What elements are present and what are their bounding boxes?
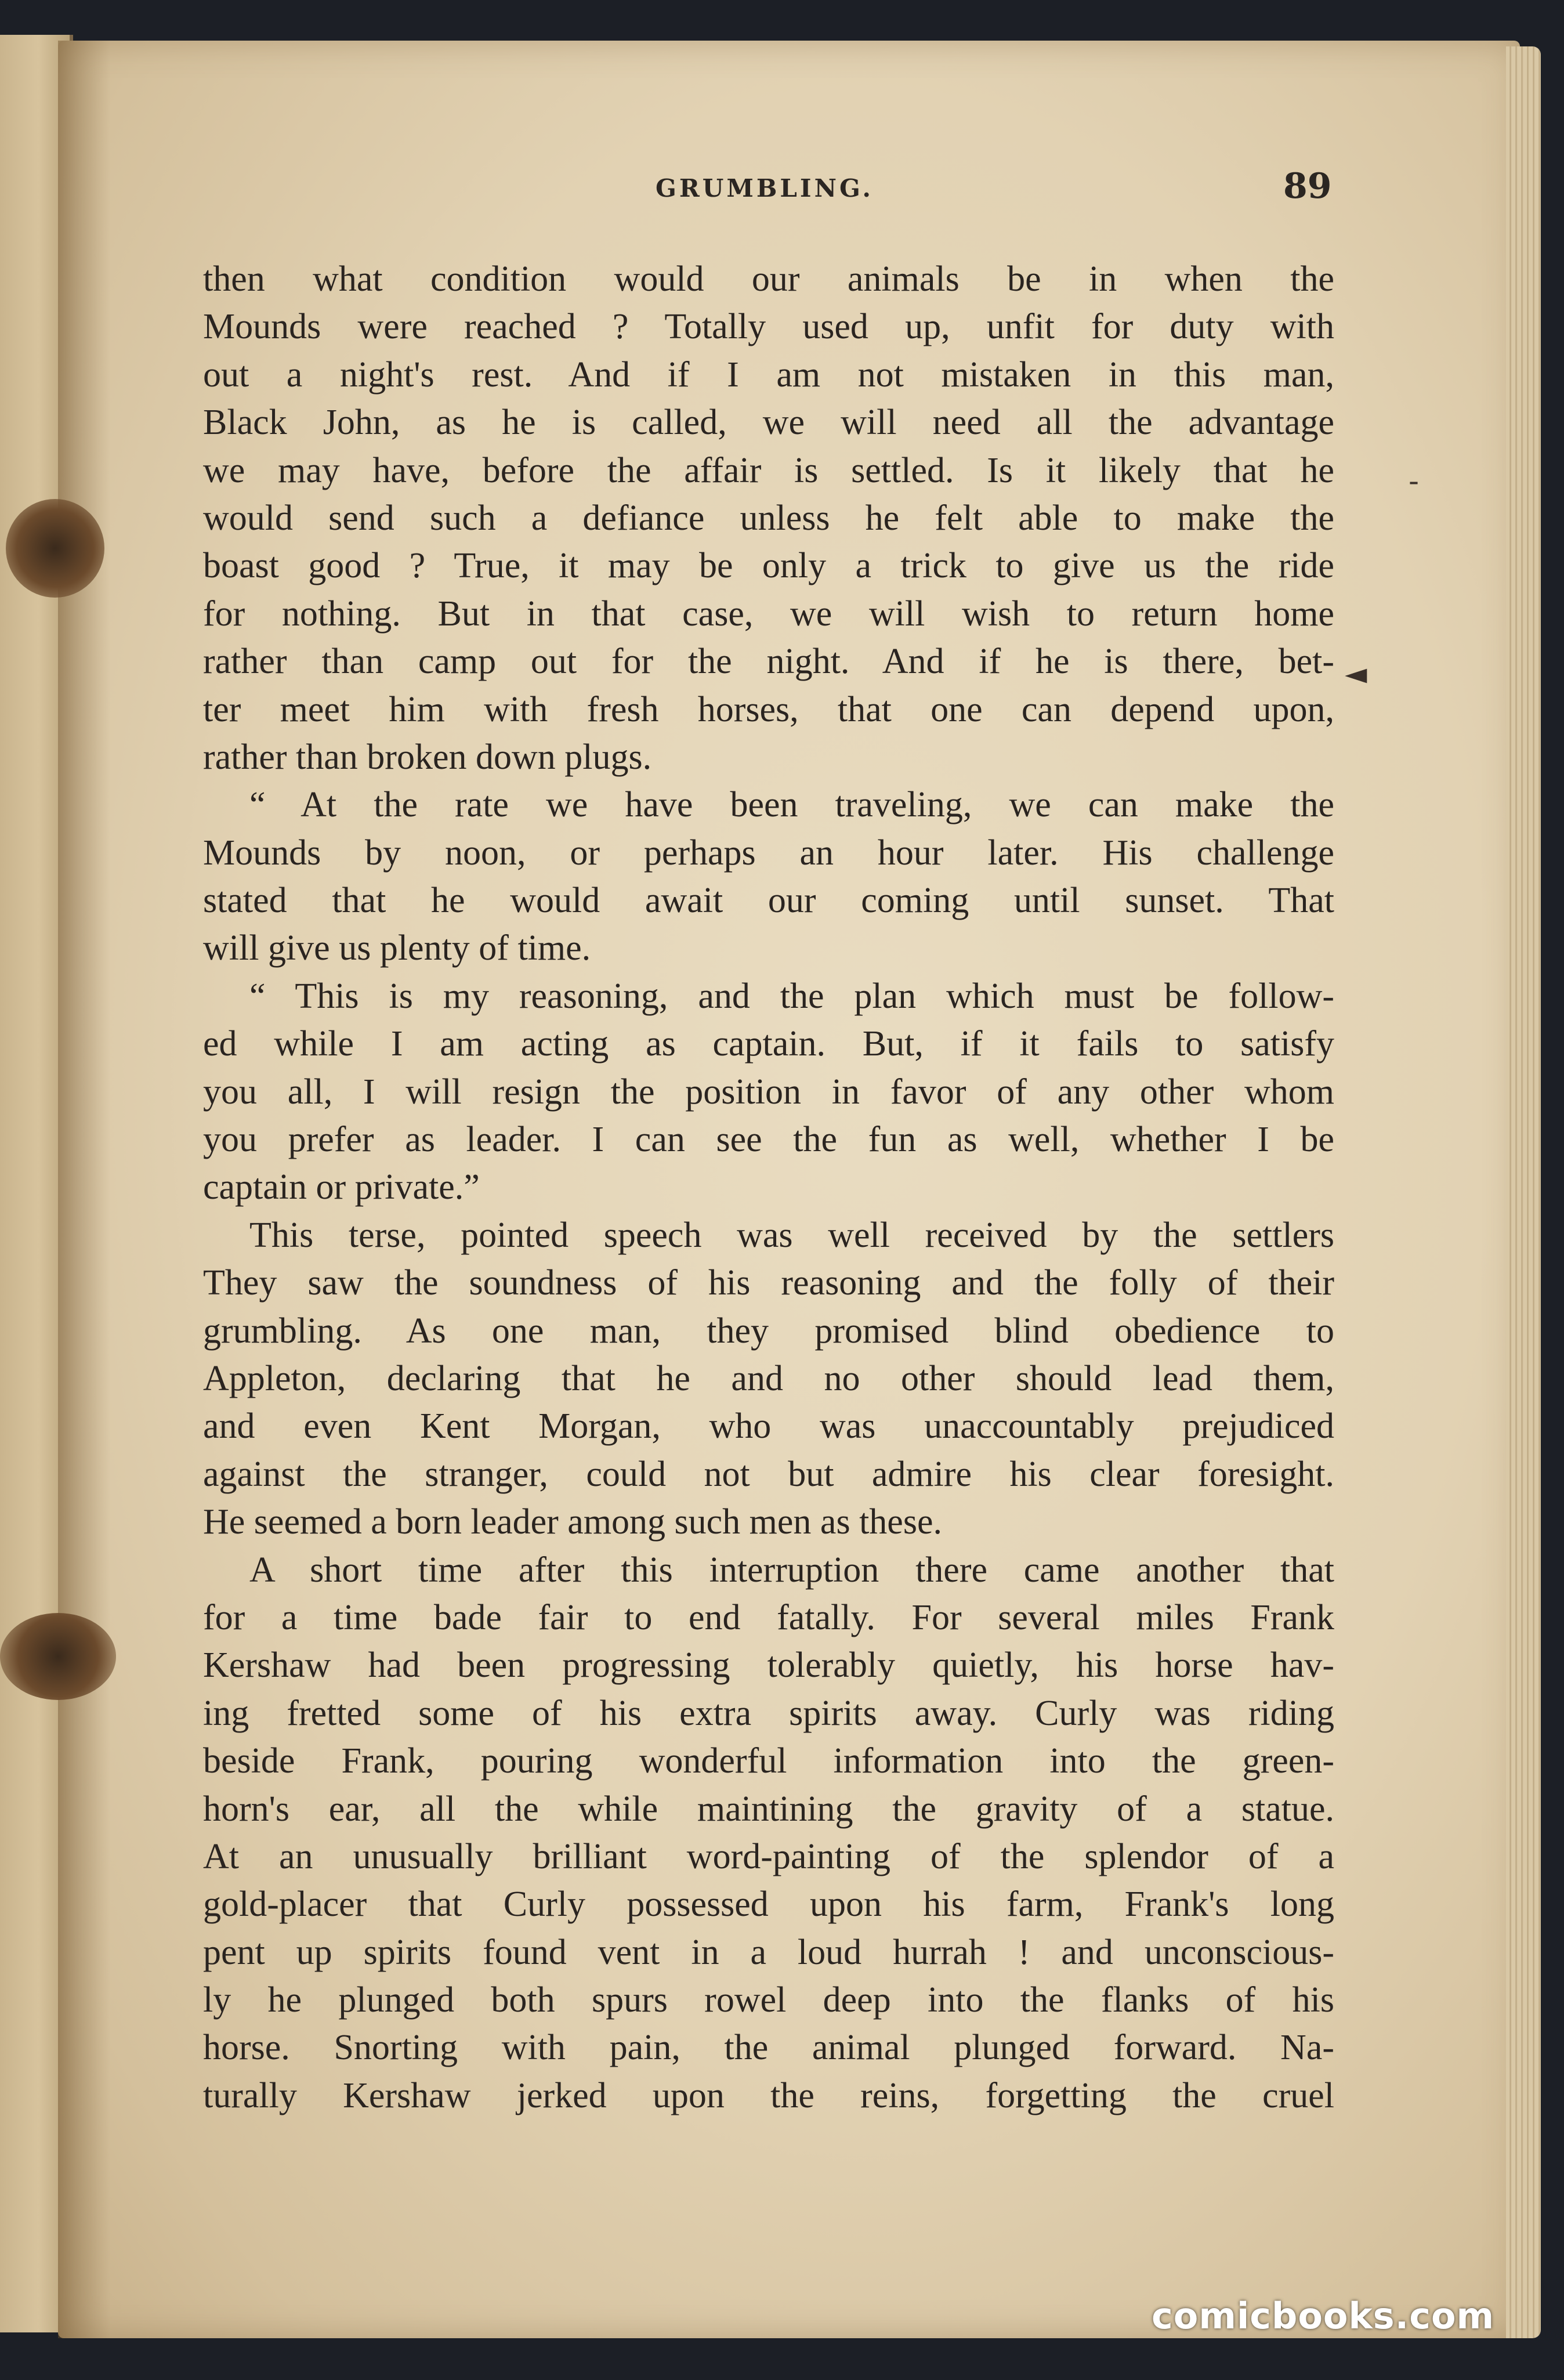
text-line: “ This is my reasoning, and the plan which must be follow- — [249, 976, 1334, 1016]
binding-hole-upper — [6, 499, 104, 598]
text-line: ter meet him with fresh horses, that one can depend upon, — [203, 689, 1334, 729]
text-line: out a night's rest. And if I am not mistaken in this man, — [203, 355, 1334, 395]
text-line: we may have, before the affair is settled. Is it likely that he — [203, 450, 1334, 490]
text-line: against the stranger, could not but admire his clear foresight. — [203, 1454, 1334, 1494]
page-number: 89 — [1283, 166, 1332, 207]
text-line: and even Kent Morgan, who was unaccountably prejudiced — [203, 1406, 1334, 1446]
text-line: He seemed a born leader among such men as these. — [203, 1502, 942, 1542]
text-line: turally Kershaw jerked upon the reins, forgetting the cruel — [203, 2075, 1334, 2115]
text-line: gold-placer that Curly possessed upon his farm, Frank's long — [203, 1885, 1334, 1925]
text-line: then what condition would our animals be in when the — [203, 259, 1334, 299]
watermark: comicbooks.com — [1152, 2295, 1495, 2337]
text-line: At an unusually brilliant word-painting of the splendor of a — [203, 1836, 1334, 1876]
page-stack-edge — [1506, 46, 1541, 2338]
text-line: Mounds were reached ? Totally used up, unfit for duty with — [203, 307, 1334, 347]
text-line: ing fretted some of his extra spirits away. Curly was riding — [203, 1693, 1334, 1733]
text-line: boast good ? True, it may be only a trick to give us the ride — [203, 546, 1334, 586]
text-line: ly he plunged both spurs rowel deep into the flanks of his — [203, 1980, 1334, 2020]
text-line: Mounds by noon, or perhaps an hour later. His challenge — [203, 833, 1334, 873]
text-line: horn's ear, all the while maintining the gravity of a statue. — [203, 1789, 1334, 1829]
text-line: will give us plenty of time. — [203, 928, 591, 968]
text-line: They saw the soundness of his reasoning and the folly of their — [203, 1263, 1334, 1303]
text-line: captain or private.” — [203, 1167, 480, 1207]
running-head: GRUMBLING. — [656, 174, 874, 202]
text-line: horse. Snorting with pain, the animal plunged forward. Na- — [203, 2028, 1334, 2068]
gutter-shadow — [58, 41, 110, 2338]
text-line: A short time after this interruption there came another that — [249, 1550, 1334, 1590]
text-line: for nothing. But in that case, we will wish to return home — [203, 594, 1334, 634]
margin-arrow-mark: ◄ — [1345, 657, 1367, 690]
margin-dash-mark: - — [1409, 464, 1420, 498]
text-line: grumbling. As one man, they promised blind obedience to — [203, 1311, 1334, 1351]
text-line: This terse, pointed speech was well received by the settlers — [249, 1215, 1334, 1255]
text-line: ed while I am acting as captain. But, if it fails to satisfy — [203, 1024, 1334, 1064]
text-line: rather than broken down plugs. — [203, 737, 652, 777]
text-line: stated that he would await our coming until sunset. That — [203, 881, 1334, 921]
text-line: you prefer as leader. I can see the fun as well, whether I be — [203, 1120, 1334, 1160]
text-line: for a time bade fair to end fatally. For several miles Frank — [203, 1597, 1334, 1637]
text-line: would send such a defiance unless he felt able to make the — [203, 498, 1334, 538]
text-line: beside Frank, pouring wonderful information into the green- — [203, 1741, 1334, 1781]
text-line: pent up spirits found vent in a loud hurrah ! and unconscious- — [203, 1932, 1334, 1972]
text-line: “ At the rate we have been traveling, we can make the — [249, 785, 1334, 825]
body-text — [203, 255, 1334, 2119]
binding-hole-lower — [0, 1613, 116, 1700]
text-line: you all, I will resign the position in favor of any other whom — [203, 1072, 1334, 1112]
text-line: rather than camp out for the night. And if he is there, bet- — [203, 642, 1334, 682]
text-line: Appleton, declaring that he and no other should lead them, — [203, 1358, 1334, 1398]
text-line: Black John, as he is called, we will need all the advantage — [203, 403, 1334, 443]
text-line: Kershaw had been progressing tolerably quietly, his horse hav- — [203, 1645, 1334, 1685]
